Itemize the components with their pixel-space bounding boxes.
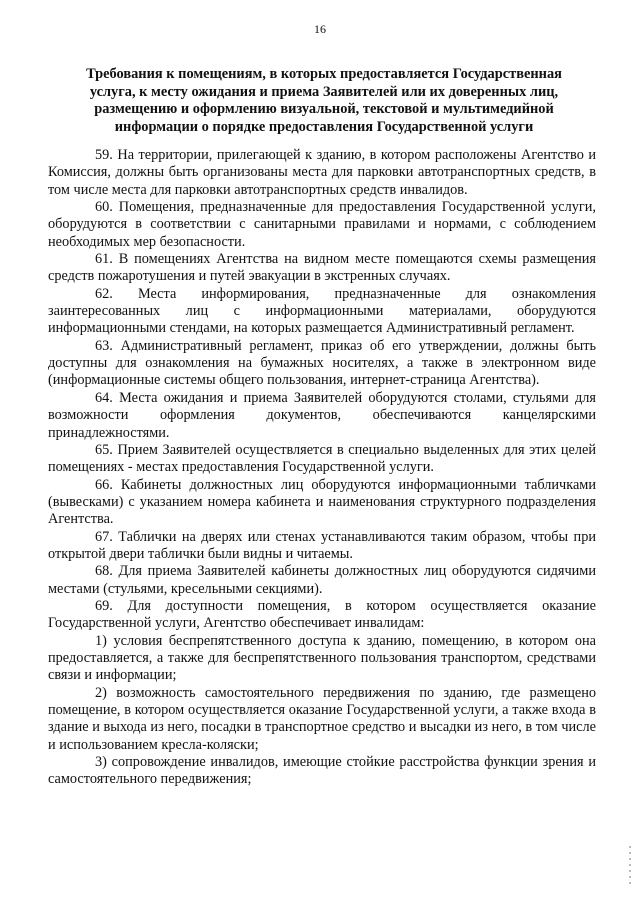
paragraph-65: 65. Прием Заявителей осуществляется в специально выделенных для этих целей помещениях - местах предоставления Государственной услуги. <box>48 441 596 476</box>
paragraph-67: 67. Таблички на дверях или стенах устанавливаются таким образом, чтобы при открытой двери таблички были видны и читаемы. <box>48 528 596 562</box>
list-item-1: 1) условия беспрепятственного доступа к зданию, помещению, в котором она предоставляется, а также для беспрепятственного пользования транспортом, средствами связи и информации; <box>48 632 596 684</box>
paragraph-66: 66. Кабинеты должностных лиц оборудуются информационными табличками (вывесками) с указанием номера кабинета и наименования структурного подразделения Агентства. <box>48 476 596 528</box>
section-heading: Требования к помещениям, в которых предоставляется Государственная услуга, к месту ожидания и приема Заявителей или их доверенных лиц, размещению и оформлению визуальной, текстовой и мультимедийной информации о порядке предоставления Государственной услуги <box>86 66 562 135</box>
paragraph-59: 59. На территории, прилегающей к зданию, в котором расположены Агентство и Комиссия, должны быть организованы места для парковки автотранспортных средств, в том числе места для парковки автотранспортных средств инвалидов. <box>48 147 596 198</box>
paragraph-68: 68. Для приема Заявителей кабинеты должностных лиц оборудуются сидячими местами (стульями, кресельными секциями). <box>48 563 596 597</box>
paragraph-69: 69. Для доступности помещения, в котором осуществляется оказание Государственной услуги, Агентство обеспечивает инвалидам: <box>48 597 596 632</box>
paragraph-63: 63. Административный регламент, приказ об его утверждении, должны быть доступны для ознакомления на бумажных носителях, а также в электронном виде (информационные системы общего пользования, интернет-страница Агентства). <box>48 337 596 389</box>
scan-edge-marks <box>629 846 631 888</box>
paragraph-64: 64. Места ожидания и приема Заявителей оборудуются столами, стульями для возможности оформления документов, обеспечиваются канцелярскими принадлежностями. <box>48 389 596 441</box>
list-item-3: 3) сопровождение инвалидов, имеющие стойкие расстройства функции зрения и самостоятельного передвижения; <box>48 754 596 788</box>
page-number: 16 <box>314 22 326 36</box>
list-item-2: 2) возможность самостоятельного передвижения по зданию, где размещено помещение, в котором осуществляется оказание Государственной услуги, а также входа в здание и выхода из него, посадки в транспортное средство и высадки из него, в том числе и использованием кресла-коляски; <box>48 684 596 753</box>
paragraph-61: 61. В помещениях Агентства на видном месте помещаются схемы размещения средств пожаротушения и путей эвакуации в экстренных случаях. <box>48 251 596 285</box>
body-text <box>48 147 596 789</box>
paragraph-60: 60. Помещения, предназначенные для предоставления Государственной услуги, оборудуются в соответствии с санитарными правилами и нормами, с соблюдением необходимых мер безопасности. <box>48 199 596 250</box>
paragraph-62: 62. Места информирования, предназначенные для ознакомления заинтересованных лиц с информационными материалами, оборудуются информационными стендами, на которых размещается Административный регламент. <box>48 285 596 337</box>
